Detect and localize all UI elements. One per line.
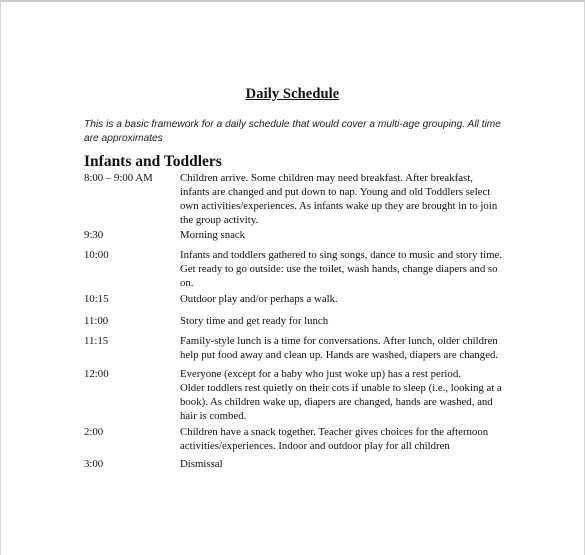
description-line: Older toddlers rest quietly on their cots if unable to sleep (i.e., looking at a (180, 382, 502, 394)
description-line: Family-style lunch is a time for conversations. After lunch, older children (180, 335, 498, 347)
schedule-description (180, 334, 508, 362)
schedule-time: 3:00 (84, 458, 104, 470)
schedule-time: 12:00 (84, 368, 109, 380)
description-line: hair is combed. (180, 410, 247, 422)
schedule-description (180, 248, 508, 290)
description-line: Everyone (except for a baby who just woke up) has a rest period. (180, 368, 461, 380)
intro-line: This is a basic framework for a daily schedule that would cover a multi-age grouping. All time (84, 119, 501, 130)
intro-line: are approximates (84, 132, 163, 144)
intro-paragraph (84, 118, 504, 145)
schedule-time: 10:15 (84, 293, 109, 305)
schedule-description (180, 457, 508, 471)
schedule-time: 9:30 (84, 229, 104, 241)
description-line: book). As children wake up, diapers are changed, hands are washed, and (180, 396, 493, 408)
description-line: activities/experiences. Indoor and outdoor play for all children (180, 440, 450, 452)
schedule-time: 11:15 (84, 335, 109, 347)
description-line: Get ready to go outside: use the toilet, wash hands, change diapers and so (180, 263, 498, 275)
schedule-description (180, 228, 508, 242)
description-line: Morning snack (180, 229, 246, 241)
description-line: Children have a snack together. Teacher gives choices for the afternoon (180, 426, 489, 438)
description-line: Outdoor play and/or perhaps a walk. (180, 293, 338, 305)
schedule-time: 8:00 – 9:00 AM (84, 172, 153, 184)
description-line: infants are changed and put down to nap. Young and old Toddlers select (180, 186, 491, 198)
schedule-description (180, 171, 508, 227)
description-line: the group activity. (180, 214, 259, 226)
schedule-description (180, 425, 508, 453)
description-line: Dismissal (180, 458, 223, 470)
description-line: Children arrive. Some children may need breakfast. After breakfast, (180, 172, 473, 184)
description-line: Story time and get ready for lunch (180, 315, 329, 327)
schedule-description (180, 314, 508, 328)
schedule-time: 2:00 (84, 426, 104, 438)
schedule-time: 10:00 (84, 249, 109, 261)
description-line: own activities/experiences. As infants wake up they are brought in to join (180, 200, 498, 212)
description-line: help put food away and clean up. Hands are washed, diapers are changed. (180, 349, 499, 361)
document-title: Daily Schedule (245, 86, 340, 102)
schedule-time: 11:00 (84, 315, 109, 327)
description-line: Infants and toddlers gathered to sing songs, dance to music and story time. (180, 249, 503, 261)
schedule-description (180, 292, 508, 306)
description-line: on. (180, 277, 194, 289)
schedule-description (180, 367, 508, 423)
section-heading: Infants and Toddlers (84, 153, 222, 170)
